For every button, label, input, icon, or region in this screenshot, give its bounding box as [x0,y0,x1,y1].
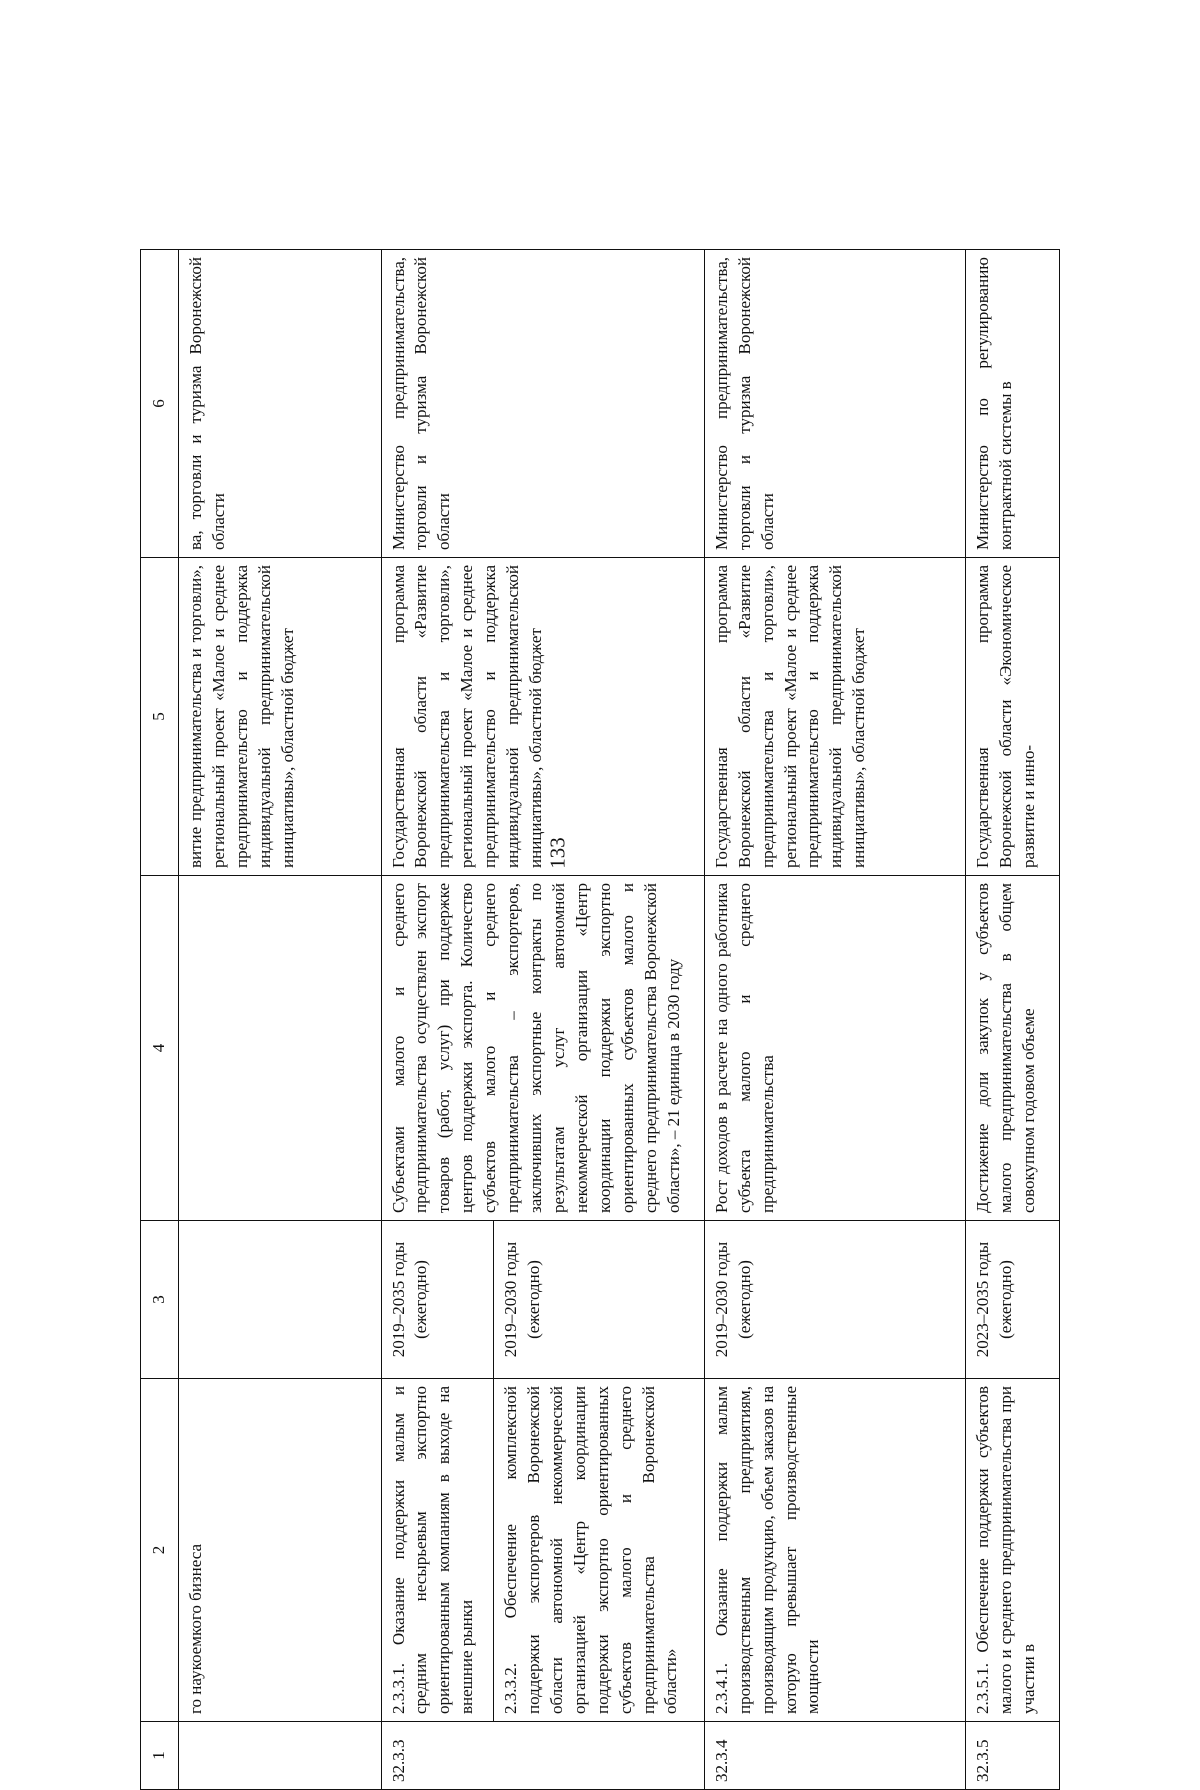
cont-col6: ва, торговли и туризма Воронежской области [179,250,382,558]
row-3234-measure: 2.3.4.1. Оказание поддержки малым производственным предприятиям, производящим продукцию, объем заказов на которую превышает производственные мощности [704,1379,966,1722]
cont-col1 [179,1722,382,1790]
header-col-5: 5 [141,558,179,876]
row-3234-result: Рост доходов в расчете на одного работника субъекта малого и среднего предпринимательства [704,876,966,1221]
cont-col4 [179,876,382,1221]
table-row-3233a [381,250,493,1790]
row-3233a-measure: 2.3.3.1. Оказание поддержки малым и средним несырьевым экспортно ориентированным компаниям в выходе на внешние рынки [381,1379,493,1722]
cont-col2: го наукоемкого бизнеса [179,1379,382,1722]
plan-table [140,249,1060,1790]
table-row-3235 [966,250,1060,1790]
row-3235-number: 32.3.5 [966,1722,1060,1790]
table-row-continuation [179,250,382,1790]
row-3233-source: Государственная программа Воронежской области «Развитие предпринимательства и торговли», региональный проект «Малое и среднее предпринимательство и поддержка индивидуальной предпринимательской инициативы», областной бюджет [381,558,704,876]
row-3235-result: Достижение доли закупок у субъектов малого предпринимательства в общем совокупном годовом объеме [966,876,1060,1221]
row-3234-executor: Министерство предпринимательства, торговли и туризма Воронежской области [704,250,966,558]
rotated-table-container [140,250,1060,1790]
header-col-1: 1 [141,1722,179,1790]
cont-col5: витие предпринимательства и торговли», региональный проект «Малое и среднее предпринимательство и поддержка индивидуальной предпринимательской инициативы», областной бюджет [179,558,382,876]
cont-col3 [179,1221,382,1379]
row-3233a-period: 2019–2035 годы (ежегодно) [381,1221,493,1379]
header-row [141,250,179,1790]
row-3233-number: 32.3.3 [381,1722,704,1790]
row-3234-source: Государственная программа Воронежской области «Развитие предпринимательства и торговли», региональный проект «Малое и среднее предпринимательство и поддержка индивидуальной предпринимательской инициативы», областной бюджет [704,558,966,876]
row-3233-result: Субъектами малого и среднего предпринимательства осуществлен экспорт товаров (работ, услуг) при поддержке центров поддержки экспорта. Количество субъектов малого и среднего предпринимательства – экспортеров, заключивших экспортные контракты по результатам услуг автономной некоммерческой организации «Центр координации поддержки экспортно ориентированных субъектов малого и среднего предпринимательства Воронежской области», – 21 единица в 2030 году [381,876,704,1221]
table-row-3234 [704,250,966,1790]
row-3233b-measure: 2.3.3.2. Обеспечение комплексной поддержки экспортеров Воронежской области автономной некоммерческой организацией «Центр координации поддержки экспортно ориентированных субъектов малого и среднего предпринимательства Воронежской области» [493,1379,704,1722]
row-3233b-period: 2019–2030 годы (ежегодно) [493,1221,704,1379]
row-3234-period: 2019–2030 годы (ежегодно) [704,1221,966,1379]
header-col-6: 6 [141,250,179,558]
row-3233-executor: Министерство предпринимательства, торговли и туризма Воронежской области [381,250,704,558]
header-col-4: 4 [141,876,179,1221]
row-3235-measure: 2.3.5.1. Обеспечение поддержки субъектов малого и среднего предпринимательства при участии в [966,1379,1060,1722]
row-3235-period: 2023–2035 годы (ежегодно) [966,1221,1060,1379]
header-col-2: 2 [141,1379,179,1722]
row-3235-source: Государственная программа Воронежской области «Экономическое развитие и инно- [966,558,1060,876]
row-3234-number: 32.3.4 [704,1722,966,1790]
page-number: 133 [545,837,570,869]
header-col-3: 3 [141,1221,179,1379]
row-3235-executor: Министерство по регулированию контрактной системы в [966,250,1060,558]
